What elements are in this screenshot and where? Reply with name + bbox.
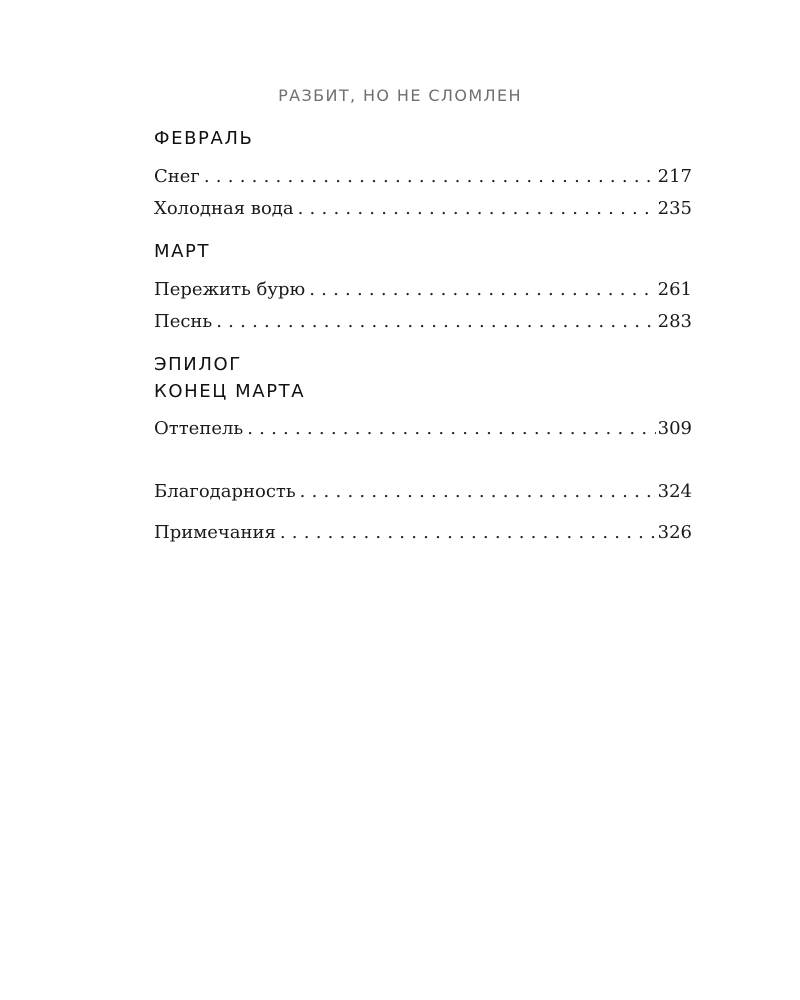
dot-leader <box>298 197 656 221</box>
section-title-february: ФЕВРАЛЬ <box>154 128 254 149</box>
toc-entry[interactable] <box>154 521 692 545</box>
toc-entry-title: Холодная вода <box>154 198 294 219</box>
toc-entry-title: Оттепель <box>154 418 244 439</box>
toc-entry[interactable] <box>154 480 692 504</box>
toc-entry-page: 261 <box>657 279 692 300</box>
toc-entry[interactable] <box>154 165 692 189</box>
toc-entry-title: Песнь <box>154 311 213 332</box>
section-title-march: МАРТ <box>154 241 211 262</box>
running-head: РАЗБИТ, НО НЕ СЛОМЛЕН <box>278 86 522 105</box>
toc-entry-title: Пережить бурю <box>154 279 306 300</box>
dot-leader <box>309 278 655 302</box>
dot-leader <box>247 417 655 441</box>
toc-entry[interactable] <box>154 310 692 334</box>
toc-entry-page: 326 <box>657 522 692 543</box>
toc-entry-page: 283 <box>657 311 692 332</box>
toc-entry-page: 324 <box>657 481 692 502</box>
section-title-epilogue: ЭПИЛОГ <box>154 354 242 375</box>
dot-leader <box>216 310 655 334</box>
dot-leader <box>300 480 656 504</box>
dot-leader <box>280 521 656 545</box>
toc-entry[interactable] <box>154 197 692 221</box>
dot-leader <box>204 165 656 189</box>
toc-entry[interactable] <box>154 417 692 441</box>
toc-entry-title: Благодарность <box>154 481 296 502</box>
toc-entry-title: Примечания <box>154 522 276 543</box>
toc-entry[interactable] <box>154 278 692 302</box>
toc-entry-page: 309 <box>657 418 692 439</box>
toc-entry-page: 235 <box>657 198 692 219</box>
toc-entry-page: 217 <box>657 166 692 187</box>
section-subtitle-epilogue: КОНЕЦ МАРТА <box>154 381 306 402</box>
toc-entry-title: Снег <box>154 166 200 187</box>
